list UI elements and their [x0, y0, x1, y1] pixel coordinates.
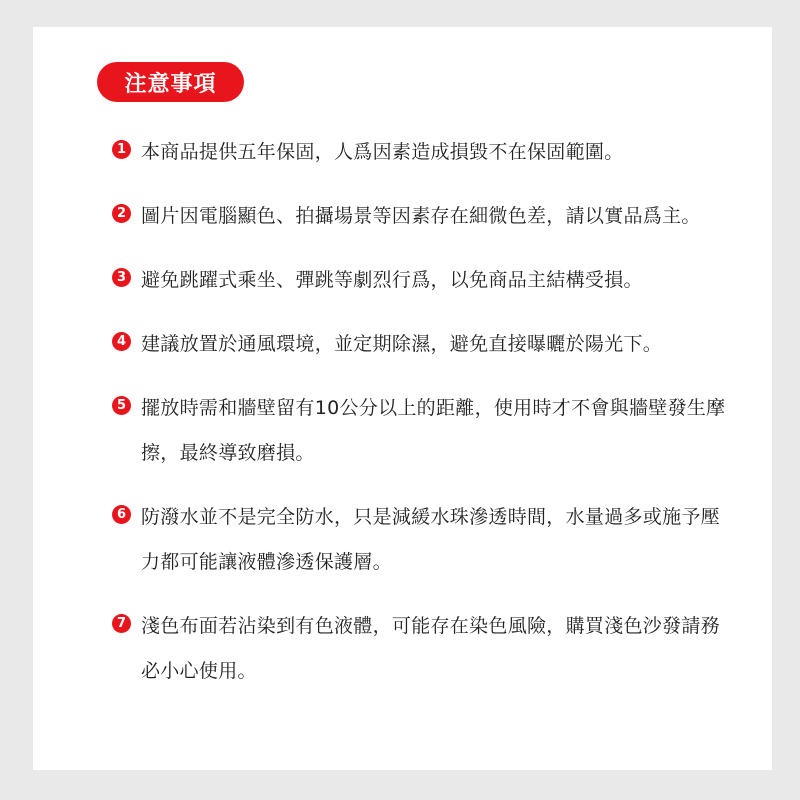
number-3-icon: 3	[112, 268, 131, 287]
notice-text: 淺色布面若沾染到有色液體，可能存在染色風險，購買淺色沙發請務必小心使用。	[141, 615, 721, 682]
notice-text: 防潑水並不是完全防水，只是減緩水珠滲透時間，水量過多或施予壓力都可能讓液體滲透保護層。	[141, 506, 721, 573]
number-6-icon: 6	[112, 505, 131, 524]
number-5-icon: 5	[112, 396, 131, 415]
number-7-icon: 7	[112, 614, 131, 633]
notice-item-6	[112, 495, 732, 585]
notice-item-2	[112, 194, 732, 239]
notice-text: 圖片因電腦顯色、拍攝場景等因素存在細微色差，請以實品爲主。	[141, 205, 701, 227]
notice-item-5	[112, 386, 732, 476]
notice-item-3	[112, 258, 732, 303]
notice-title-badge	[97, 62, 244, 102]
notice-text: 本商品提供五年保固，人爲因素造成損毀不在保固範圍。	[141, 141, 624, 163]
notice-item-1	[112, 130, 732, 175]
notice-title: 注意事項	[124, 71, 217, 97]
notice-list	[112, 130, 732, 713]
notice-text: 建議放置於通風環境，並定期除濕，避免直接曝曬於陽光下。	[141, 333, 663, 355]
number-1-icon: 1	[112, 140, 131, 159]
notice-text: 擺放時需和牆壁留有10公分以上的距離，使用時才不會與牆壁發生摩擦，最終導致磨損。	[141, 397, 726, 464]
notice-item-4	[112, 322, 732, 367]
notice-item-7	[112, 604, 732, 694]
number-4-icon: 4	[112, 332, 131, 351]
notice-text: 避免跳躍式乘坐、彈跳等劇烈行爲，以免商品主結構受損。	[141, 269, 643, 291]
number-2-icon: 2	[112, 204, 131, 223]
